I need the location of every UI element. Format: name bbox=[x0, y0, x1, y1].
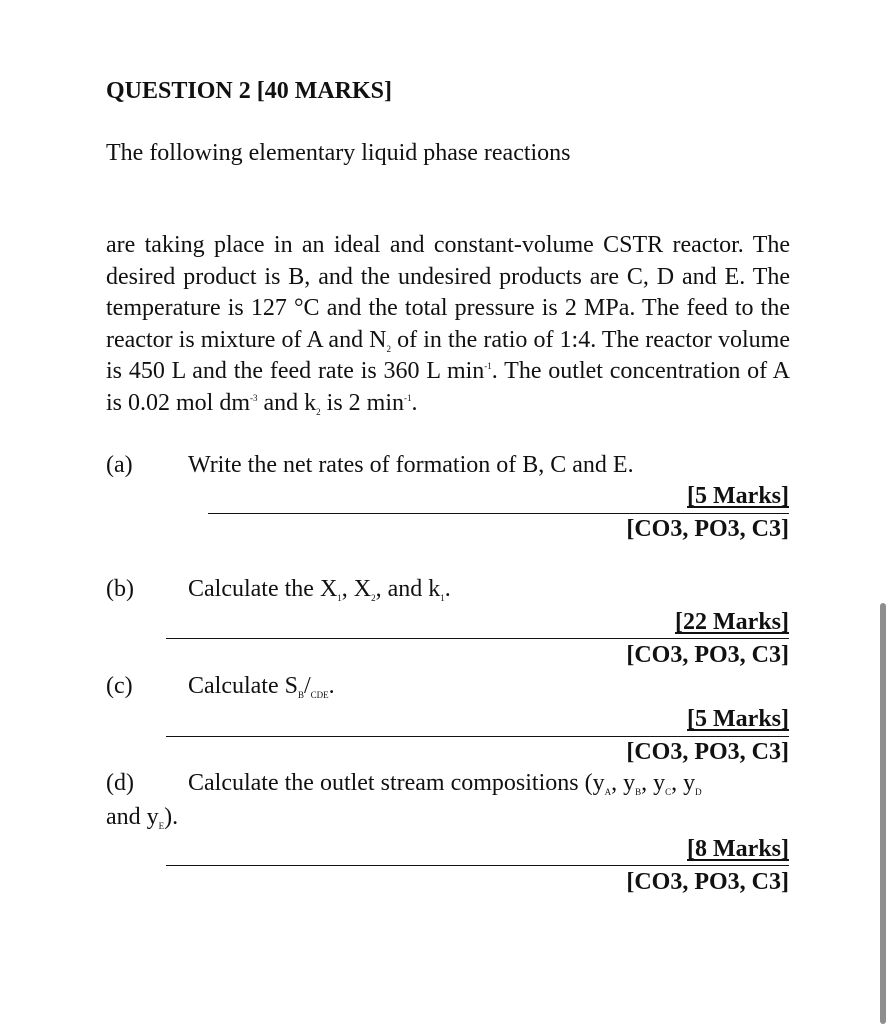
part-c-text bbox=[188, 673, 335, 700]
part-c-answer-line bbox=[166, 736, 789, 737]
x2-subscript: 2 bbox=[371, 593, 376, 603]
paragraph-text-1: are taking place in an ideal and constant-volume CSTR reactor. The desired product is B, and the undesired products are C, D and E. The temperature is 127 °C and the total pressure is 2 MPa. The feed to the reactor is mixture of A and N bbox=[106, 232, 790, 353]
cde-subscript: CDE bbox=[310, 690, 329, 700]
part-b-answer-line bbox=[166, 638, 789, 639]
part-a-label: (a) bbox=[106, 452, 133, 478]
part-c-outcomes: [CO3, PO3, C3] bbox=[626, 739, 789, 765]
part-a-answer-line bbox=[208, 513, 789, 514]
paragraph-text-3: . The outlet concentration of A is 0.02 mol dm bbox=[106, 358, 791, 416]
part-d-label: (d) bbox=[106, 770, 134, 796]
part-a-marks: [5 Marks] bbox=[687, 483, 789, 509]
vertical-scrollbar[interactable] bbox=[880, 603, 886, 1024]
paragraph-text-5: is 2 min bbox=[320, 389, 405, 416]
part-d-comma-1: , y bbox=[611, 770, 636, 796]
question-title: QUESTION 2 [40 MARKS] bbox=[106, 78, 393, 104]
x1-subscript: 1 bbox=[337, 593, 342, 603]
part-d-line2-close: ). bbox=[164, 804, 179, 830]
k2-subscript: 2 bbox=[316, 406, 321, 417]
ya-subscript: A bbox=[604, 787, 612, 797]
part-c-marks: [5 Marks] bbox=[687, 706, 789, 732]
part-b-text-2: , X bbox=[341, 576, 372, 602]
part-b-marks: [22 Marks] bbox=[675, 609, 789, 635]
part-b-text-3: , and k bbox=[375, 576, 441, 602]
paragraph-text-6: . bbox=[411, 389, 418, 416]
part-b-outcomes: [CO3, PO3, C3] bbox=[626, 642, 789, 668]
selectivity-slash: / bbox=[303, 673, 311, 699]
part-d-marks: [8 Marks] bbox=[687, 836, 789, 862]
yd-subscript: D bbox=[695, 787, 702, 797]
part-d-comma-2: , y bbox=[641, 770, 666, 796]
part-d-text bbox=[188, 770, 702, 797]
part-c-text-2: . bbox=[328, 673, 335, 699]
part-b-text-1: Calculate the X bbox=[188, 576, 338, 602]
problem-paragraph bbox=[106, 230, 790, 419]
part-d-comma-3: , y bbox=[671, 770, 696, 796]
part-d-text-1: Calculate the outlet stream compositions (y bbox=[188, 770, 605, 796]
intro-text: The following elementary liquid phase reactions bbox=[106, 140, 571, 166]
min2-superscript: -1 bbox=[404, 392, 412, 403]
part-a-outcomes: [CO3, PO3, C3] bbox=[626, 516, 789, 542]
dm-superscript: -3 bbox=[250, 392, 258, 403]
part-d-answer-line bbox=[166, 865, 789, 866]
part-c-text-1: Calculate S bbox=[188, 673, 298, 699]
part-b-label: (b) bbox=[106, 576, 134, 602]
part-c-label: (c) bbox=[106, 673, 133, 699]
yc-subscript: C bbox=[665, 787, 672, 797]
n2-subscript: 2 bbox=[386, 343, 392, 354]
part-b-text-4: . bbox=[444, 576, 451, 602]
k1-subscript: 1 bbox=[440, 593, 445, 603]
part-b-text bbox=[188, 576, 451, 603]
ye-subscript: E bbox=[158, 821, 165, 831]
min-superscript: -1 bbox=[484, 361, 492, 371]
part-d-outcomes: [CO3, PO3, C3] bbox=[626, 869, 789, 895]
yb-subscript: B bbox=[635, 787, 642, 797]
paragraph-text-4: and k bbox=[257, 389, 317, 416]
part-d-text-line2 bbox=[106, 804, 178, 831]
part-a-text: Write the net rates of formation of B, C and E. bbox=[188, 452, 634, 478]
part-d-line2-text: and y bbox=[106, 804, 159, 830]
sb-subscript: B bbox=[297, 690, 304, 700]
paragraph-text-2: of in the ratio of 1:4. The reactor volume is 450 L and the feed rate is 360 L min bbox=[106, 326, 790, 384]
